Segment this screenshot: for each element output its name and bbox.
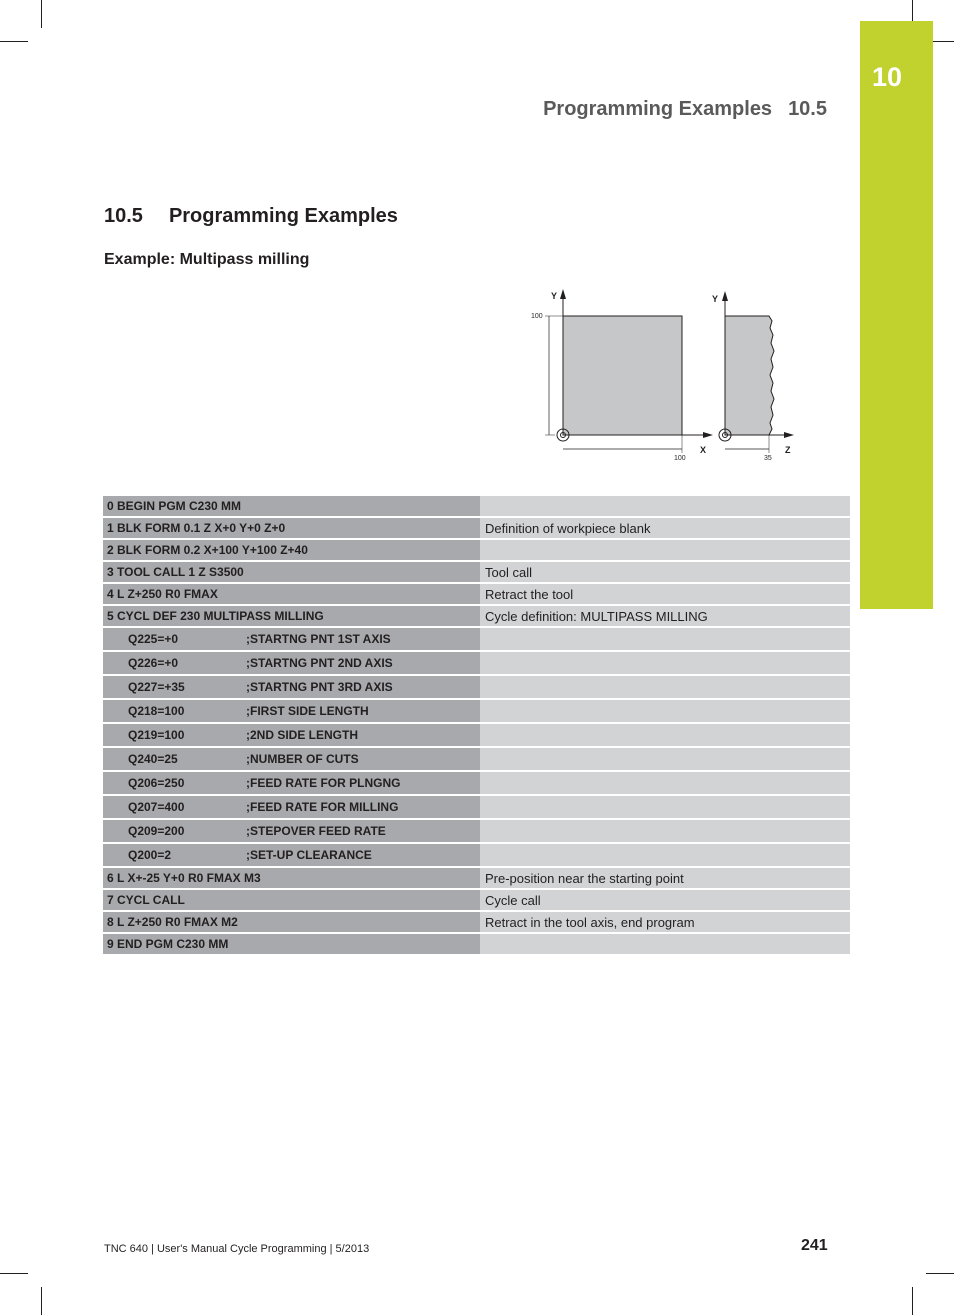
- parameter-value: Q226=+0: [128, 656, 179, 670]
- z-dimension-label: 35: [764, 455, 772, 462]
- cycle-parameter-cell: [103, 652, 480, 674]
- program-line-comment: [480, 748, 850, 770]
- program-table: [103, 494, 850, 956]
- crop-mark: [0, 1273, 28, 1274]
- side-y-axis-arrow: [722, 291, 728, 301]
- parameter-label: ;NUMBER OF CUTS: [246, 752, 359, 766]
- program-row: [103, 540, 850, 560]
- parameter-value: Q200=2: [128, 848, 172, 862]
- crop-mark: [41, 0, 42, 28]
- y-axis-label: Y: [551, 291, 558, 301]
- program-line-comment: [480, 796, 850, 818]
- crop-mark: [41, 1287, 42, 1315]
- program-line-code: 9 END PGM C230 MM: [103, 934, 480, 954]
- parameter-value: Q206=250: [128, 776, 185, 790]
- program-row: [103, 934, 850, 954]
- cycle-parameter-cell: [103, 724, 480, 746]
- program-line-comment: [480, 934, 850, 954]
- cycle-parameter-cell: [103, 820, 480, 842]
- crop-mark: [0, 41, 28, 42]
- program-line-code: 1 BLK FORM 0.1 Z X+0 Y+0 Z+0: [103, 518, 480, 538]
- program-row: [103, 844, 850, 866]
- x-axis-label: X: [700, 445, 707, 455]
- parameter-label: ;FIRST SIDE LENGTH: [246, 704, 369, 718]
- program-line-comment: Pre-position near the starting point: [480, 868, 850, 888]
- z-axis-label: Z: [785, 445, 791, 455]
- x-axis-arrow: [703, 432, 713, 438]
- parameter-label: ;FEED RATE FOR PLNGNG: [246, 776, 401, 790]
- program-line-comment: [480, 700, 850, 722]
- program-line-comment: Cycle call: [480, 890, 850, 910]
- cycle-parameter-cell: [103, 700, 480, 722]
- chapter-number: 10: [872, 62, 903, 92]
- program-row: [103, 748, 850, 770]
- program-row: [103, 724, 850, 746]
- program-line-code: 4 L Z+250 R0 FMAX: [103, 584, 480, 604]
- parameter-label: ;FEED RATE FOR MILLING: [246, 800, 399, 814]
- program-row: [103, 890, 850, 910]
- running-head: [543, 98, 827, 121]
- program-line-comment: Tool call: [480, 562, 850, 582]
- program-line-comment: Retract in the tool axis, end program: [480, 912, 850, 932]
- parameter-label: ;SET-UP CLEARANCE: [246, 848, 372, 862]
- running-head-title: Programming Examples: [543, 98, 773, 120]
- program-row: [103, 584, 850, 604]
- program-row: [103, 606, 850, 626]
- program-row: [103, 868, 850, 888]
- y-dimension-label: 100: [531, 313, 543, 320]
- program-row: [103, 496, 850, 516]
- parameter-value: Q218=100: [128, 704, 185, 718]
- program-row: [103, 518, 850, 538]
- program-row: [103, 912, 850, 932]
- chapter-tab: [860, 21, 933, 609]
- program-row: [103, 628, 850, 650]
- parameter-value: Q240=25: [128, 752, 178, 766]
- parameter-value: Q209=200: [128, 824, 185, 838]
- cycle-parameter-cell: [103, 748, 480, 770]
- footer-text: TNC 640 | User's Manual Cycle Programming | 5/2013: [104, 1243, 370, 1255]
- cycle-parameter-cell: [103, 796, 480, 818]
- workpiece-front-view: [563, 316, 682, 435]
- parameter-label: ;STARTNG PNT 2ND AXIS: [246, 656, 393, 670]
- program-line-code: 0 BEGIN PGM C230 MM: [103, 496, 480, 516]
- program-row: [103, 820, 850, 842]
- z-axis-arrow: [784, 432, 794, 438]
- program-line-comment: [480, 652, 850, 674]
- program-line-comment: [480, 676, 850, 698]
- program-row: [103, 562, 850, 582]
- x-dimension-label: 100: [674, 455, 686, 462]
- section-heading: [104, 205, 398, 228]
- program-line-code: 5 CYCL DEF 230 MULTIPASS MILLING: [103, 606, 480, 626]
- cycle-parameter-cell: [103, 676, 480, 698]
- program-line-comment: [480, 724, 850, 746]
- program-line-comment: [480, 496, 850, 516]
- program-line-code: 3 TOOL CALL 1 Z S3500: [103, 562, 480, 582]
- program-line-comment: [480, 820, 850, 842]
- program-row: [103, 772, 850, 794]
- section-number: 10.5: [104, 205, 143, 227]
- program-row: [103, 676, 850, 698]
- parameter-value: Q207=400: [128, 800, 185, 814]
- program-line-comment: [480, 772, 850, 794]
- parameter-label: ;2ND SIDE LENGTH: [246, 728, 359, 742]
- subsection-heading: Example: Multipass milling: [104, 251, 310, 268]
- program-line-code: 2 BLK FORM 0.2 X+100 Y+100 Z+40: [103, 540, 480, 560]
- crop-mark: [912, 1287, 913, 1315]
- page-number: 241: [801, 1237, 828, 1254]
- cycle-parameter-cell: [103, 628, 480, 650]
- program-line-code: 7 CYCL CALL: [103, 890, 480, 910]
- program-row: [103, 796, 850, 818]
- program-line-code: 8 L Z+250 R0 FMAX M2: [103, 912, 480, 932]
- workpiece-figure: [520, 283, 800, 465]
- workpiece-side-view: [725, 316, 774, 435]
- program-row: [103, 652, 850, 674]
- crop-mark: [926, 1273, 954, 1274]
- parameter-label: ;STEPOVER FEED RATE: [246, 824, 386, 838]
- section-title: Programming Examples: [168, 205, 398, 227]
- parameter-value: Q227=+35: [128, 680, 185, 694]
- program-line-comment: [480, 628, 850, 650]
- side-y-axis-label: Y: [712, 294, 719, 304]
- program-line-comment: [480, 540, 850, 560]
- program-line-comment: Retract the tool: [480, 584, 850, 604]
- program-line-comment: Definition of workpiece blank: [480, 518, 850, 538]
- y-axis-arrow: [560, 289, 566, 299]
- program-row: [103, 700, 850, 722]
- cycle-parameter-cell: [103, 844, 480, 866]
- parameter-label: ;STARTNG PNT 3RD AXIS: [246, 680, 393, 694]
- cycle-parameter-cell: [103, 772, 480, 794]
- parameter-value: Q225=+0: [128, 632, 179, 646]
- parameter-value: Q219=100: [128, 728, 185, 742]
- program-line-code: 6 L X+-25 Y+0 R0 FMAX M3: [103, 868, 480, 888]
- program-line-comment: Cycle definition: MULTIPASS MILLING: [480, 606, 850, 626]
- running-head-number: 10.5: [788, 98, 827, 120]
- program-line-comment: [480, 844, 850, 866]
- parameter-label: ;STARTNG PNT 1ST AXIS: [246, 632, 391, 646]
